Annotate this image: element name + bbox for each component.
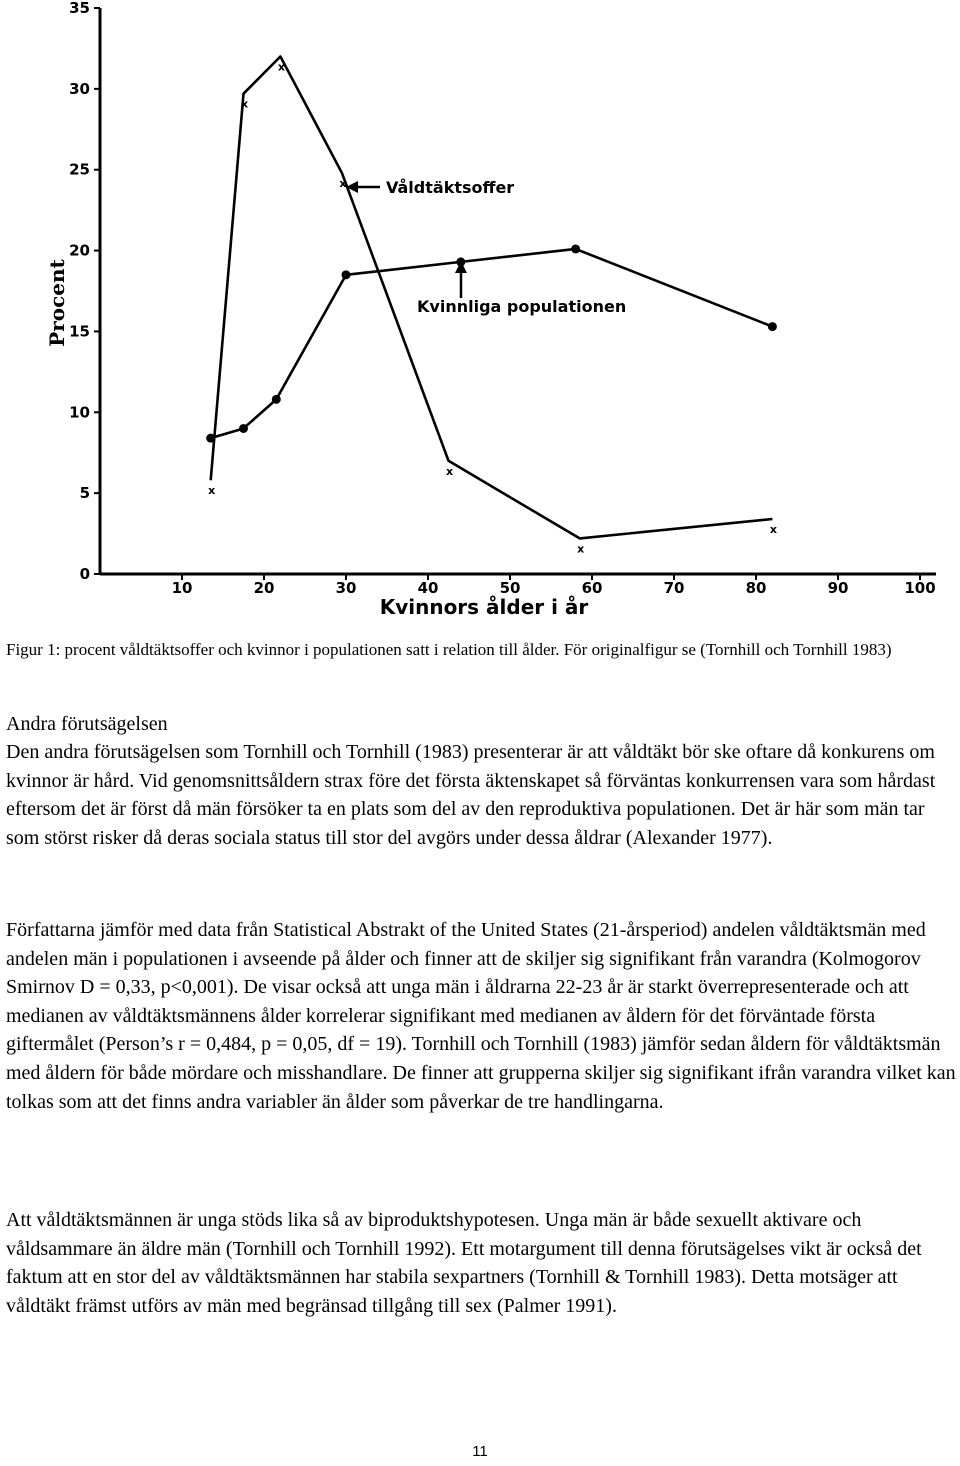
x-axis-label: Kvinnors ålder i år <box>379 595 589 619</box>
y-tick-label: 30 <box>69 79 90 98</box>
age-percent-chart <box>0 0 960 630</box>
paragraph-2: Författarna jämför med data från Statistical Abstrakt of the United States (21-årsperiod) andelen våldtäktsmän med andelen män i populationen i avseende på ålder och finner att de skiljer sig signifikant från varandra (Kolmogorov Smirnov D = 0,33, p<0,001). De visar också att unga män i åldrarna 22-23 år är starkt överrepresenterade och att medianen av våldtäktsmännens ålder korrelerar signifikant med medianen av åldern för det förväntade första giftermålet (Person’s r = 0,484, p = 0,05, df = 19). Tornhill och Tornhill (1983) jämför sedan åldern för våldtäktsmän med åldern för både mördare och misshandlare. De finner att grupperna skiljer sig signifikant ifrån varandra vilket kan tolkas som att det finns andra variabler än ålder som påverkar de tre handlingarna. <box>6 919 956 1113</box>
paragraph-1: Den andra förutsägelsen som Tornhill och Tornhill (1983) presenterar är att våldtäkt bör ske oftare då konkurens om kvinnor är hård. Vid genomsnittsåldern strax före det första äktenskapet så förväntas konkurrensen vara som hårdast eftersom det är först då män försöker ta en plats som del av den reproduktiva populationen. Det är här som män tar som störst risker då deras sociala status till stor del avgörs under dessa åldrar (Alexander 1977). <box>6 741 936 849</box>
y-axis-label: Procent <box>45 259 69 347</box>
x-tick-label: 60 <box>581 579 603 597</box>
data-point-x: x <box>769 523 777 537</box>
data-point-dot <box>272 395 281 404</box>
data-point-x: x <box>577 542 585 556</box>
page-number: 11 <box>472 1443 488 1460</box>
x-tick-label: 10 <box>171 579 193 597</box>
x-tick-label: 50 <box>499 579 521 597</box>
data-point-dot <box>571 244 580 253</box>
y-tick-label: 20 <box>69 241 90 260</box>
series-line-2 <box>211 249 773 438</box>
x-tick-label: 40 <box>417 579 439 597</box>
annotation-label-kvinnliga-populationen: Kvinnliga populationen <box>417 297 627 316</box>
data-point-dot <box>239 424 248 433</box>
annotation-kvinnliga-populationen <box>417 261 626 316</box>
x-tick-label: 70 <box>663 579 685 597</box>
data-point-x: x <box>445 464 454 478</box>
x-tick-label: 100 <box>904 579 936 597</box>
data-point-dot <box>768 322 777 331</box>
figure-caption: Figur 1: procent våldtäktsoffer och kvinnor i populationen satt i relation till ålder. För originalfigur se (Tornhill och Tornhill 1983) <box>6 640 892 659</box>
data-point-x: x <box>208 484 216 498</box>
x-tick-label: 90 <box>827 579 849 597</box>
annotation-label-valdtaktsoffer: Våldtäktsoffer <box>386 178 515 197</box>
section-heading: Andra förutsägelsen <box>6 713 168 735</box>
paragraph-3: Att våldtäktsmännen är unga stöds lika så av biproduktshypotesen. Unga män är både sexuellt aktivare och våldsammare än äldre män (Tornhill och Tornhill 1992). Ett motargument till denna förutsägelses vikt är också det faktum att en stor del av våldtäktsmännen har stabila sexpartners (Tornhill & Tornhill 1983). Detta motsäger att våldtäkt främst utförs av män med begränsad tillgång till sex (Palmer 1991). <box>6 1209 922 1317</box>
data-point-dot <box>342 270 351 279</box>
data-point-dot <box>206 434 215 443</box>
y-tick-label: 25 <box>69 160 90 179</box>
y-tick-label: 5 <box>79 484 90 503</box>
data-point-x: x <box>240 97 249 111</box>
x-tick-label: 30 <box>335 579 357 597</box>
x-tick-label: 20 <box>253 579 275 597</box>
y-tick-label: 15 <box>69 322 90 341</box>
data-point-x: x <box>339 176 347 190</box>
annotation-valdtaktsoffer <box>346 178 514 197</box>
data-point-x: x <box>277 60 285 74</box>
x-tick-label: 80 <box>745 579 767 597</box>
y-tick-label: 0 <box>79 565 90 583</box>
y-tick-label: 10 <box>69 403 90 422</box>
y-tick-label: 35 <box>69 0 90 17</box>
